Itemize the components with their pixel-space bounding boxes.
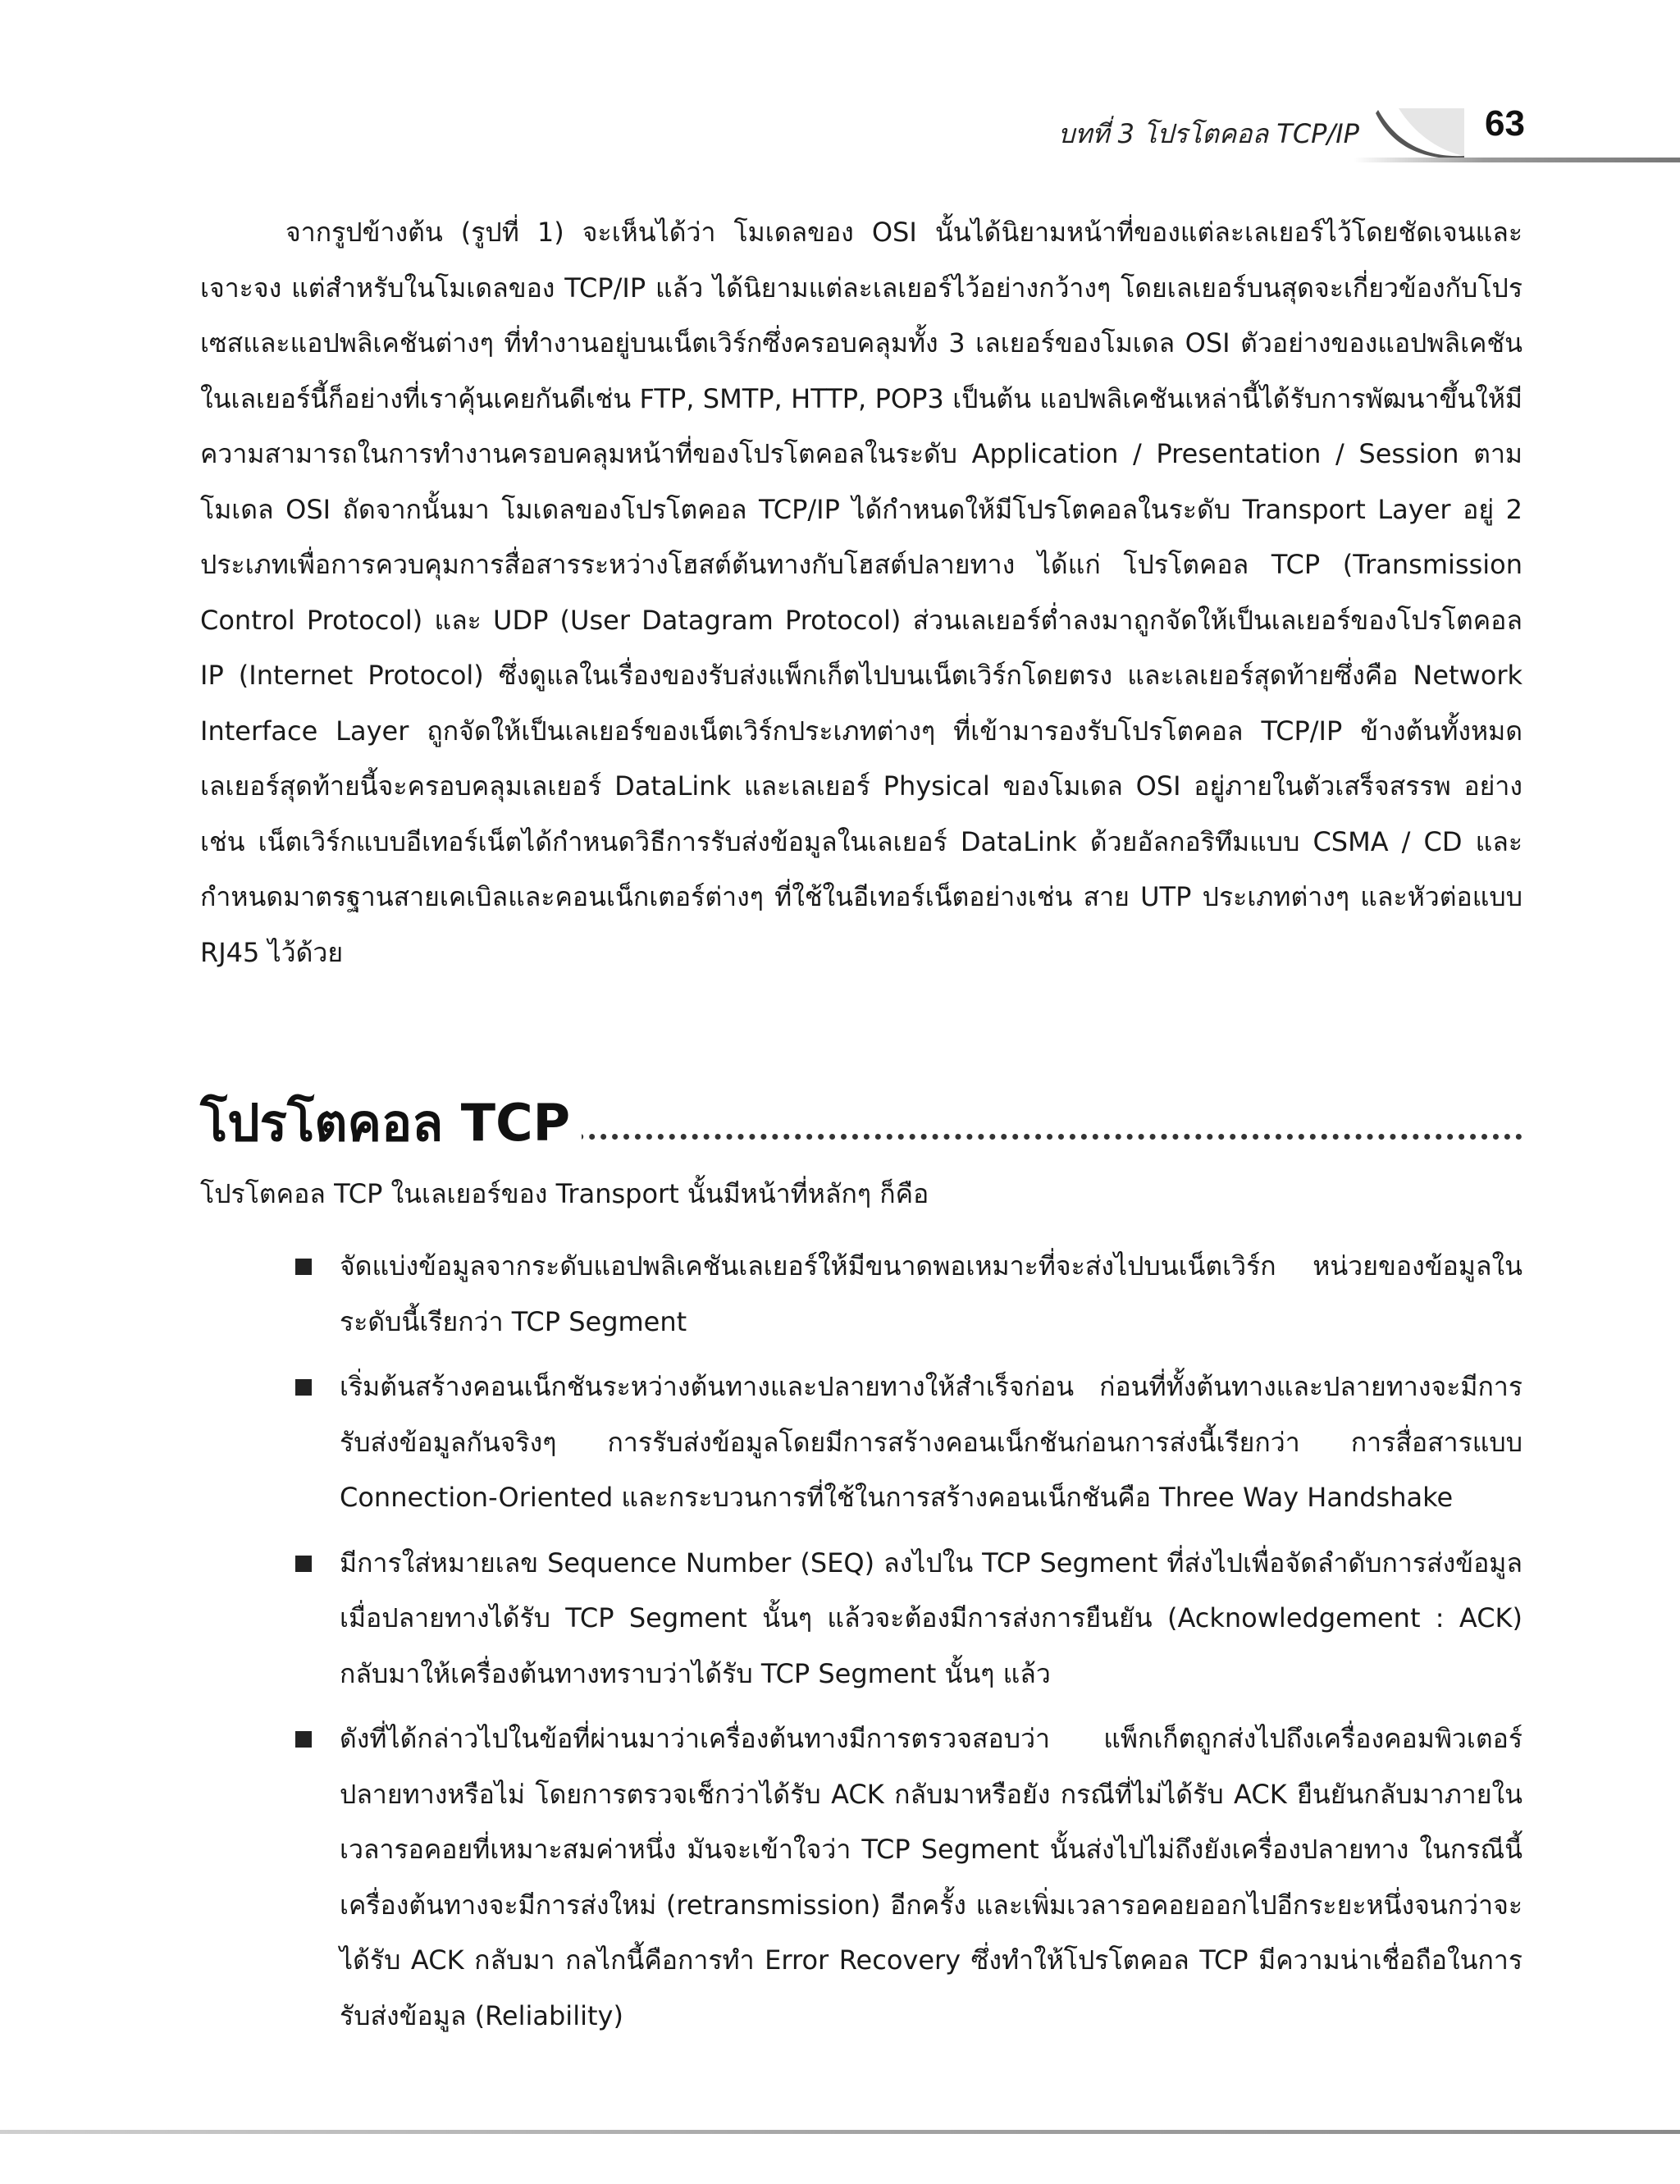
section-heading bbox=[200, 1083, 1522, 1153]
list-item bbox=[284, 1359, 1522, 1526]
header-swoosh-decoration bbox=[1374, 102, 1464, 159]
section-intro: โปรโตคอล TCP ในเลเยอร์ของ Transport นั้นมีหน้าที่หลักๆ ก็คือ bbox=[200, 1178, 929, 1209]
list-item bbox=[284, 1239, 1522, 1350]
section-title: โปรโตคอล TCP bbox=[200, 1083, 582, 1163]
square-bullet-icon bbox=[295, 1731, 312, 1748]
bullet-list bbox=[284, 1239, 1522, 2054]
running-header bbox=[1050, 98, 1575, 156]
list-item bbox=[284, 1536, 1522, 1702]
list-item-text: จัดแบ่งข้อมูลจากระดับแอปพลิเคชันเลเยอร์ให้มีขนาดพอเหมาะที่จะส่งไปบนเน็ตเวิร์ก หน่วยของข้อมูลในระดับนี้เรียกว่า TCP Segment bbox=[340, 1250, 1522, 1337]
chapter-title: บทที่ 3 โปรโตคอล TCP/IP bbox=[1058, 118, 1359, 149]
list-item-text: ดังที่ได้กล่าวไปในข้อที่ผ่านมาว่าเครื่องต้นทางมีการตรวจสอบว่า แพ็กเก็ตถูกส่งไปถึงเครื่องคอมพิวเตอร์ปลายทางหรือไม่ โดยการตรวจเช็กว่าได้รับ ACK กลับมาหรือยัง กรณีที่ไม่ได้รับ ACK ยืนยันกลับมาภายในเวลารอคอยที่เหมาะสมค่าหนึ่ง มันจะเข้าใจว่า TCP Segment นั้นส่งไปไม่ถึงยังเครื่องปลายทาง ในกรณีนี้เครื่องต้นทางจะมีการส่งใหม่ (retransmission) อีกครั้ง และเพิ่มเวลารอคอยออกไปอีกระยะหนึ่งจนกว่าจะได้รับ ACK กลับมา กลไกนี้คือการทำ Error Recovery ซึ่งทำให้โปรโตคอล TCP มีความน่าเชื่อถือในการรับส่งข้อมูล (Reliability) bbox=[340, 1723, 1522, 2031]
list-item-text: มีการใส่หมายเลข Sequence Number (SEQ) ลงไปใน TCP Segment ที่ส่งไปเพื่อจัดลำดับการส่งข้อมูล เมื่อปลายทางได้รับ TCP Segment นั้นๆ แล้วจะต้องมีการส่งการยืนยัน (Acknowledgement : ACK) กลับมาให้เครื่องต้นทางทราบว่าได้รับ TCP Segment นั้นๆ แล้ว bbox=[340, 1547, 1522, 1689]
body-paragraph: จากรูปข้างต้น (รูปที่ 1) จะเห็นได้ว่า โมเดลของ OSI นั้นได้นิยามหน้าที่ของแต่ละเลเยอร์ไว้โดยชัดเจนและเจาะจง แต่สำหรับในโมเดลของ TCP/IP แล้ว ได้นิยามแต่ละเลเยอร์ไว้อย่างกว้างๆ โดยเลเยอร์บนสุดจะเกี่ยวข้องกับโปรเซสและแอปพลิเคชันต่างๆ ที่ทำงานอยู่บนเน็ตเวิร์กซึ่งครอบคลุมทั้ง 3 เลเยอร์ของโมเดล OSI ตัวอย่างของแอปพลิเคชันในเลเยอร์นี้ก็อย่างที่เราคุ้นเคยกันดีเช่น FTP, SMTP, HTTP, POP3 เป็นต้น แอปพลิเคชันเหล่านี้ได้รับการพัฒนาขึ้นให้มีความสามารถในการทำงานครอบคลุมหน้าที่ของโปรโตคอลในระดับ Application / Presentation / Session ตามโมเดล OSI ถัดจากนั้นมา โมเดลของโปรโตคอล TCP/IP ได้กำหนดให้มีโปรโตคอลในระดับ Transport Layer อยู่ 2 ประเภทเพื่อการควบคุมการสื่อสารระหว่างโฮสต์ต้นทางกับโฮสต์ปลายทาง ได้แก่ โปรโตคอล TCP (Transmission Control Protocol) และ UDP (User Datagram Protocol) ส่วนเลเยอร์ต่ำลงมาถูกจัดให้เป็นเลเยอร์ของโปรโตคอล IP (Internet Protocol) ซึ่งดูแลในเรื่องของรับส่งแพ็กเก็ตไปบนเน็ตเวิร์กโดยตรง และเลเยอร์สุดท้ายซึ่งคือ Network Interface Layer ถูกจัดให้เป็นเลเยอร์ของเน็ตเวิร์กประเภทต่างๆ ที่เข้ามารองรับโปรโตคอล TCP/IP ข้างต้นทั้งหมด เลเยอร์สุดท้ายนี้จะครอบคลุมเลเยอร์ DataLink และเลเยอร์ Physical ของโมเดล OSI อยู่ภายในตัวเสร็จสรรพ อย่างเช่น เน็ตเวิร์กแบบอีเทอร์เน็ตได้กำหนดวิธีการรับส่งข้อมูลในเลเยอร์ DataLink ด้วยอัลกอริทึมแบบ CSMA / CD และกำหนดมาตรฐานสายเคเบิลและคอนเน็กเตอร์ต่างๆ ที่ใช้ในอีเทอร์เน็ตอย่างเช่น สาย UTP ประเภทต่างๆ และหัวต่อแบบ RJ45 ไว้ด้วย bbox=[200, 217, 1523, 968]
square-bullet-icon bbox=[295, 1379, 312, 1396]
list-item bbox=[284, 1711, 1522, 2044]
list-item-text: เริ่มต้นสร้างคอนเน็กชันระหว่างต้นทางและปลายทางให้สำเร็จก่อน ก่อนที่ทั้งต้นทางและปลายทางจะมีการรับส่งข้อมูลกันจริงๆ การรับส่งข้อมูลโดยมีการสร้างคอนเน็กชันก่อนการส่งนี้เรียกว่า การสื่อสารแบบ Connection-Oriented และกระบวนการที่ใช้ในการสร้างคอนเน็กชันคือ Three Way Handshake bbox=[340, 1371, 1522, 1513]
footer-rule bbox=[0, 2130, 1680, 2134]
square-bullet-icon bbox=[295, 1556, 312, 1572]
header-rule bbox=[1354, 158, 1680, 162]
page-number: 63 bbox=[1485, 103, 1525, 144]
square-bullet-icon bbox=[295, 1259, 312, 1275]
